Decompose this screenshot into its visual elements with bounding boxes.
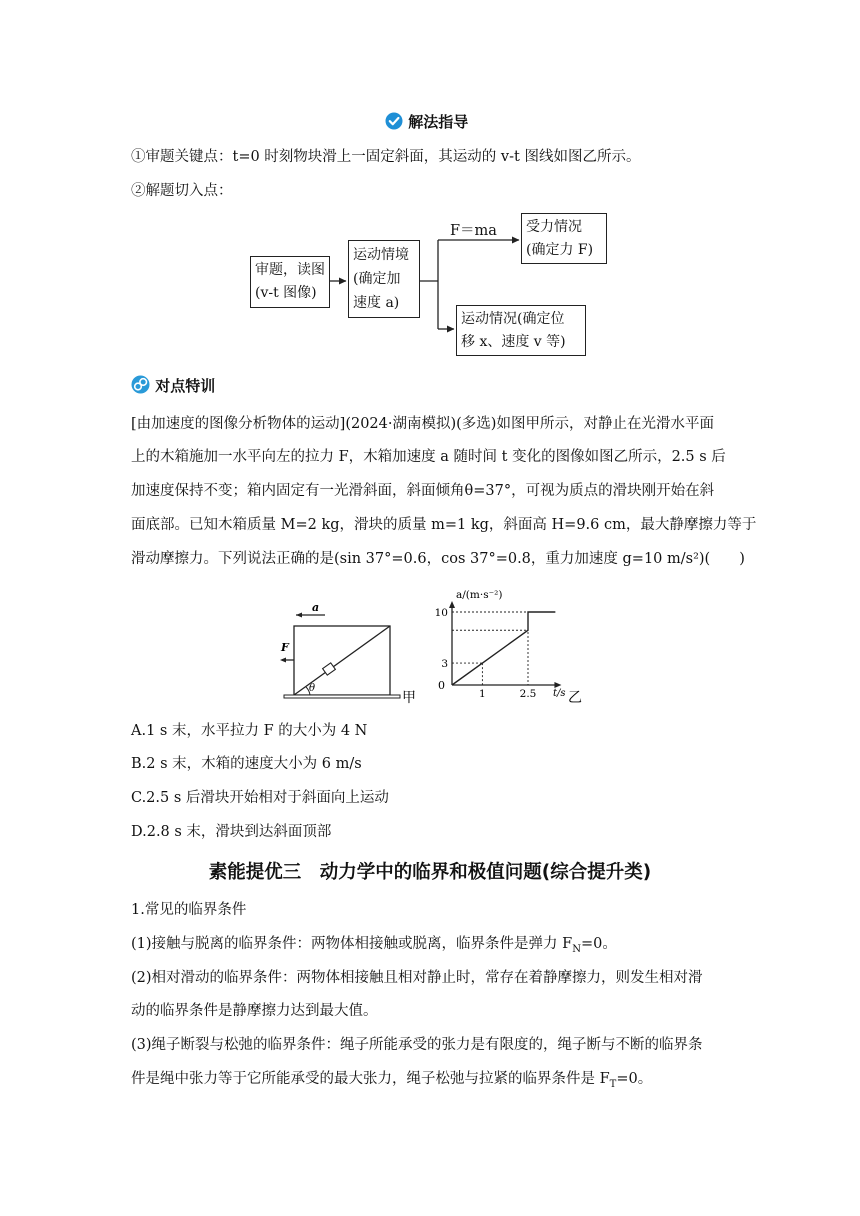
section-3-item-1: 1.常见的临界条件 [131, 902, 247, 918]
guide-point-1: ①审题关键点：t=0 时刻物块滑上一固定斜面，其运动的 v-t 图线如图乙所示。 [131, 149, 641, 165]
critical-condition-1 [131, 933, 617, 961]
accel-arrow-head [296, 613, 302, 618]
normal-force-subscript: N [572, 943, 581, 955]
guide-point-2: ②解题切入点： [131, 183, 233, 199]
tension-subscript: T [609, 1078, 617, 1090]
dashed-guides [452, 612, 528, 685]
flow-box-read-graph-line-2: (v-t 图像) [255, 285, 317, 301]
flow-box-motion-context-line-1: 运动情境 [353, 247, 409, 263]
option-c: C.2.5 s 后滑块开始相对于斜面向上运动 [131, 790, 389, 806]
y-axis-label: a/(m·s⁻²) [456, 589, 503, 601]
option-d: D.2.8 s 末，滑块到达斜面顶部 [131, 824, 332, 840]
figure-yi-chart [420, 585, 590, 710]
figure-yi-caption: 乙 [568, 690, 582, 706]
question-line-5: 滑动摩擦力。下列说法正确的是(sin 37°=0.6，cos 37°=0.8，重力加速度 g=10 m/s²)( ) [131, 551, 745, 567]
accel-label: a [312, 601, 320, 614]
question-line-4: 面底部。已知木箱质量 M=2 kg，滑块的质量 m=1 kg，斜面高 H=9.6 cm，最大静摩擦力等于 [131, 517, 757, 533]
series-line [452, 612, 555, 685]
critical-condition-2-line-1: (2)相对滑动的临界条件：两物体相接触且相对静止时，常存在着静摩擦力，则发生相对滑 [131, 970, 703, 986]
critical-condition-2-line-2: 动的临界条件是静摩擦力达到最大值。 [131, 1003, 378, 1019]
option-b: B.2 s 末，木箱的速度大小为 6 m/s [131, 756, 362, 772]
x-axis-label: t/s [553, 688, 566, 699]
y-axis-arrow [449, 601, 455, 608]
critical-condition-3-end: =0。 [616, 1071, 653, 1087]
question-line-1: [由加速度的图像分析物体的运动](2024·湖南模拟)(多选)如图甲所示，对静止在光滑水平面 [131, 416, 714, 432]
critical-condition-3-line-1: (3)绳子断裂与松弛的临界条件：绳子所能承受的张力是有限度的，绳子断与不断的临界条 [131, 1037, 703, 1053]
section-3-title: 素能提优三 动力学中的临界和极值问题(综合提升类) [208, 862, 652, 883]
option-a: A.1 s 末，水平拉力 F 的大小为 4 N [131, 723, 368, 739]
critical-condition-3-line-2 [131, 1068, 652, 1096]
training-badge-icon [131, 375, 150, 394]
ground [284, 695, 400, 698]
critical-condition-1-end: =0。 [580, 936, 617, 952]
y-tick-label-10: 10 [434, 607, 448, 619]
training-title: 对点特训 [155, 377, 216, 395]
flow-box-motion-result-line-2: 移 x、速度 v 等) [461, 334, 566, 350]
flow-box-motion-result-line-1: 运动情况(确定位 [461, 311, 565, 327]
x-tick-label-2-5: 2.5 [519, 688, 537, 700]
y-tick-label-3: 3 [441, 658, 448, 671]
critical-condition-3-text: 件是绳中张力等于它所能承受的最大张力，绳子松弛与拉紧的临界条件是 F [131, 1071, 610, 1087]
flow-box-force-line-2: (确定力 F) [526, 242, 594, 258]
figure-jia [270, 600, 430, 710]
theta-label: θ [309, 683, 316, 694]
question-line-3: 加速度保持不变；箱内固定有一光滑斜面，斜面倾角θ=37°，可视为质点的滑块刚开始在斜 [131, 483, 715, 499]
training-heading [131, 375, 215, 396]
guide-title: 解法指导 [408, 113, 469, 131]
x-tick-label-1: 1 [479, 688, 486, 700]
figure-jia-caption: 甲 [402, 690, 416, 706]
flow-arrows [0, 0, 860, 400]
flow-box-force-line-1: 受力情况 [526, 219, 582, 235]
force-arrow-head [280, 658, 286, 663]
critical-condition-1-text: (1)接触与脱离的临界条件：两物体相接触或脱离，临界条件是弹力 F [131, 936, 573, 952]
flow-box-motion-context-line-3: 速度 a) [353, 295, 400, 311]
flow-arrow-label: F＝ma [450, 223, 497, 239]
origin-label: 0 [438, 679, 445, 692]
flow-box-motion-context-line-2: (确定加 [353, 271, 401, 287]
force-label: F [281, 641, 289, 654]
flow-box-read-graph-line-1: 审题，读图 [255, 262, 325, 278]
question-line-2: 上的木箱施加一水平向左的拉力 F，木箱加速度 a 随时间 t 变化的图像如图乙所示，2.5 s 后 [131, 449, 726, 465]
